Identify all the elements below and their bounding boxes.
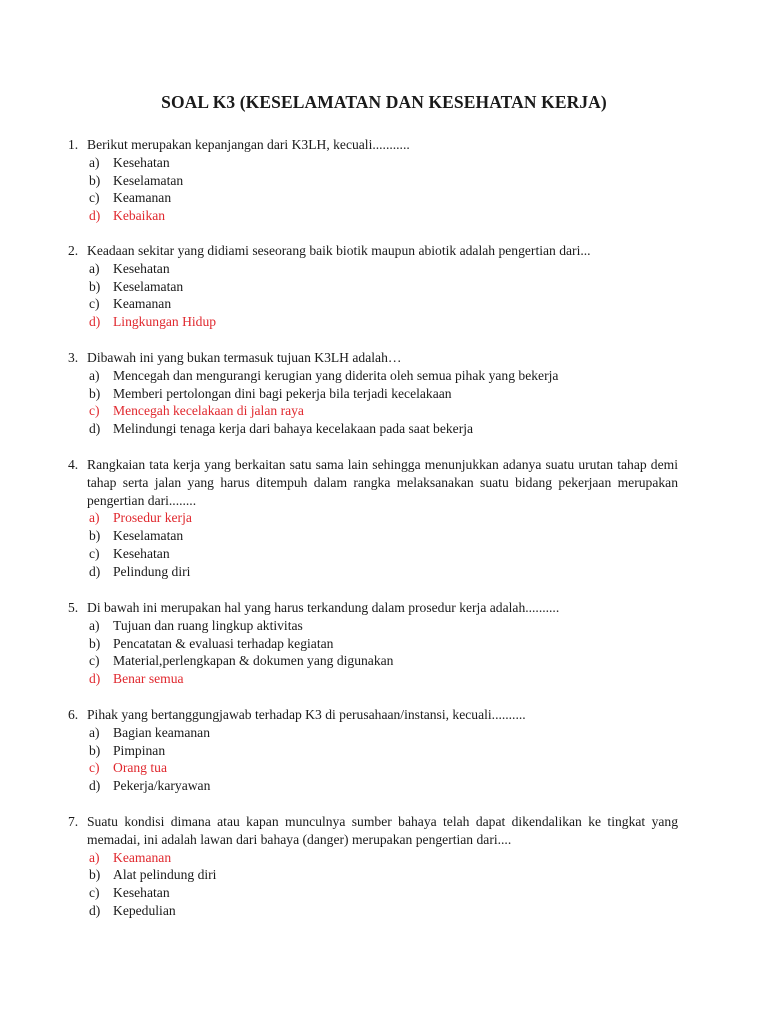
- option-text: Kepedulian: [113, 902, 176, 918]
- question-number: 4.: [68, 457, 79, 472]
- question-stem: [68, 706, 678, 724]
- option-list: [68, 509, 678, 580]
- question-text: Suatu kondisi dimana atau kapan munculnya sumber bahaya telah dapat dikendalikan ke tingkat yang memadai, ini adalah lawan dari bahaya (danger) merupakan pengertian dari....: [87, 814, 678, 847]
- option: [68, 563, 678, 581]
- option-text: Pelindung diri: [113, 563, 191, 579]
- option-text: Pekerja/karyawan: [113, 778, 211, 794]
- option-text: Kesehatan: [113, 260, 170, 276]
- option-letter: b): [89, 742, 101, 758]
- option-letter: d): [89, 314, 101, 330]
- option: [68, 652, 678, 670]
- question-text: Di bawah ini merupakan hal yang harus terkandung dalam prosedur kerja adalah..........: [87, 600, 560, 615]
- option-letter: a): [89, 154, 100, 170]
- question-5: [68, 599, 678, 688]
- question-2: [68, 242, 678, 331]
- option-text: Kesehatan: [113, 154, 170, 170]
- option-list: [68, 849, 678, 920]
- question-text: Berikut merupakan kepanjangan dari K3LH, kecuali...........: [87, 137, 410, 152]
- option: [68, 260, 678, 278]
- option-letter: c): [89, 545, 100, 561]
- option-letter: d): [89, 902, 101, 918]
- option-letter: b): [89, 867, 101, 883]
- option: [68, 509, 678, 527]
- option-text: Benar semua: [113, 671, 184, 687]
- option: [68, 742, 678, 760]
- option-text: Alat pelindung diri: [113, 867, 217, 883]
- option-text: Pencatatan & evaluasi terhadap kegiatan: [113, 635, 334, 651]
- option: [68, 724, 678, 742]
- question-3: [68, 349, 678, 438]
- option: [68, 313, 678, 331]
- question-number: 5.: [68, 600, 79, 615]
- option: [68, 777, 678, 795]
- option-letter: d): [89, 208, 101, 224]
- question-text: Pihak yang bertanggungjawab terhadap K3 di perusahaan/instansi, kecuali..........: [87, 707, 526, 722]
- question-stem: [68, 242, 678, 260]
- option-letter: c): [89, 885, 100, 901]
- option-list: [68, 724, 678, 795]
- option-letter: c): [89, 403, 100, 419]
- option-text: Melindungi tenaga kerja dari bahaya kecelakaan pada saat bekerja: [113, 421, 474, 437]
- question-number: 7.: [68, 814, 79, 829]
- option: [68, 902, 678, 920]
- question-number: 2.: [68, 243, 79, 258]
- option-letter: a): [89, 260, 100, 276]
- option: [68, 295, 678, 313]
- question-stem: [68, 813, 678, 849]
- option-letter: c): [89, 296, 100, 312]
- option-letter: b): [89, 385, 101, 401]
- option: [68, 635, 678, 653]
- option: [68, 759, 678, 777]
- option-text: Material,perlengkapan & dokumen yang digunakan: [113, 653, 394, 669]
- option-text: Prosedur kerja: [113, 510, 192, 526]
- option-text: Kebaikan: [113, 208, 166, 224]
- option: [68, 402, 678, 420]
- option-letter: c): [89, 760, 100, 776]
- option: [68, 420, 678, 438]
- option-letter: b): [89, 172, 101, 188]
- option-text: Keamanan: [113, 190, 172, 206]
- question-stem: [68, 456, 678, 509]
- option-text: Mencegah kecelakaan di jalan raya: [113, 403, 304, 419]
- option: [68, 172, 678, 190]
- question-number: 3.: [68, 350, 79, 365]
- option: [68, 545, 678, 563]
- question-stem: [68, 136, 678, 154]
- option: [68, 189, 678, 207]
- option-text: Lingkungan Hidup: [113, 314, 217, 330]
- option: [68, 866, 678, 884]
- option: [68, 849, 678, 867]
- option: [68, 670, 678, 688]
- question-6: [68, 706, 678, 795]
- option: [68, 367, 678, 385]
- question-stem: [68, 599, 678, 617]
- option-letter: a): [89, 617, 100, 633]
- page-title: SOAL K3 (KESELAMATAN DAN KESEHATAN KERJA): [161, 92, 607, 112]
- option-letter: d): [89, 563, 101, 579]
- option-text: Mencegah dan mengurangi kerugian yang diderita oleh semua pihak yang bekerja: [113, 367, 559, 383]
- option: [68, 385, 678, 403]
- option: [68, 527, 678, 545]
- option-letter: d): [89, 671, 101, 687]
- option-list: [68, 154, 678, 225]
- option: [68, 278, 678, 296]
- option-text: Pimpinan: [113, 742, 166, 758]
- question-text: Rangkaian tata kerja yang berkaitan satu sama lain sehingga menunjukkan adanya suatu urutan tahap demi tahap serta jalan yang harus ditempuh dalam rangka melaksanakan suatu bidang pekerjaan merupakan pengertian dari........: [87, 457, 678, 508]
- option-text: Keselamatan: [113, 528, 184, 544]
- option-text: Memberi pertolongan dini bagi pekerja bila terjadi kecelakaan: [113, 385, 452, 401]
- option-text: Keamanan: [113, 849, 172, 865]
- option-letter: c): [89, 653, 100, 669]
- question-stem: [68, 349, 678, 367]
- question-4: [68, 456, 678, 581]
- option-letter: b): [89, 528, 101, 544]
- option-letter: a): [89, 724, 100, 740]
- option-list: [68, 617, 678, 688]
- option-letter: a): [89, 367, 100, 383]
- option-list: [68, 367, 678, 438]
- option-text: Bagian keamanan: [113, 724, 211, 740]
- option-letter: b): [89, 278, 101, 294]
- option-text: Tujuan dan ruang lingkup aktivitas: [113, 617, 303, 633]
- option-text: Kesehatan: [113, 885, 170, 901]
- option-text: Keselamatan: [113, 172, 184, 188]
- option-text: Orang tua: [113, 760, 167, 776]
- option: [68, 207, 678, 225]
- question-number: 1.: [68, 137, 79, 152]
- option: [68, 154, 678, 172]
- question-text: Dibawah ini yang bukan termasuk tujuan K3LH adalah…: [87, 350, 402, 365]
- option-letter: a): [89, 510, 100, 526]
- option-list: [68, 260, 678, 331]
- option: [68, 884, 678, 902]
- option-letter: b): [89, 635, 101, 651]
- option: [68, 617, 678, 635]
- question-text: Keadaan sekitar yang didiami seseorang baik biotik maupun abiotik adalah pengertian dari...: [87, 243, 591, 258]
- option-letter: d): [89, 778, 101, 794]
- question-number: 6.: [68, 707, 79, 722]
- option-text: Keamanan: [113, 296, 172, 312]
- option-text: Keselamatan: [113, 278, 184, 294]
- question-1: [68, 136, 678, 225]
- question-7: [68, 813, 678, 920]
- option-letter: c): [89, 190, 100, 206]
- option-letter: d): [89, 421, 101, 437]
- option-text: Kesehatan: [113, 545, 170, 561]
- option-letter: a): [89, 849, 100, 865]
